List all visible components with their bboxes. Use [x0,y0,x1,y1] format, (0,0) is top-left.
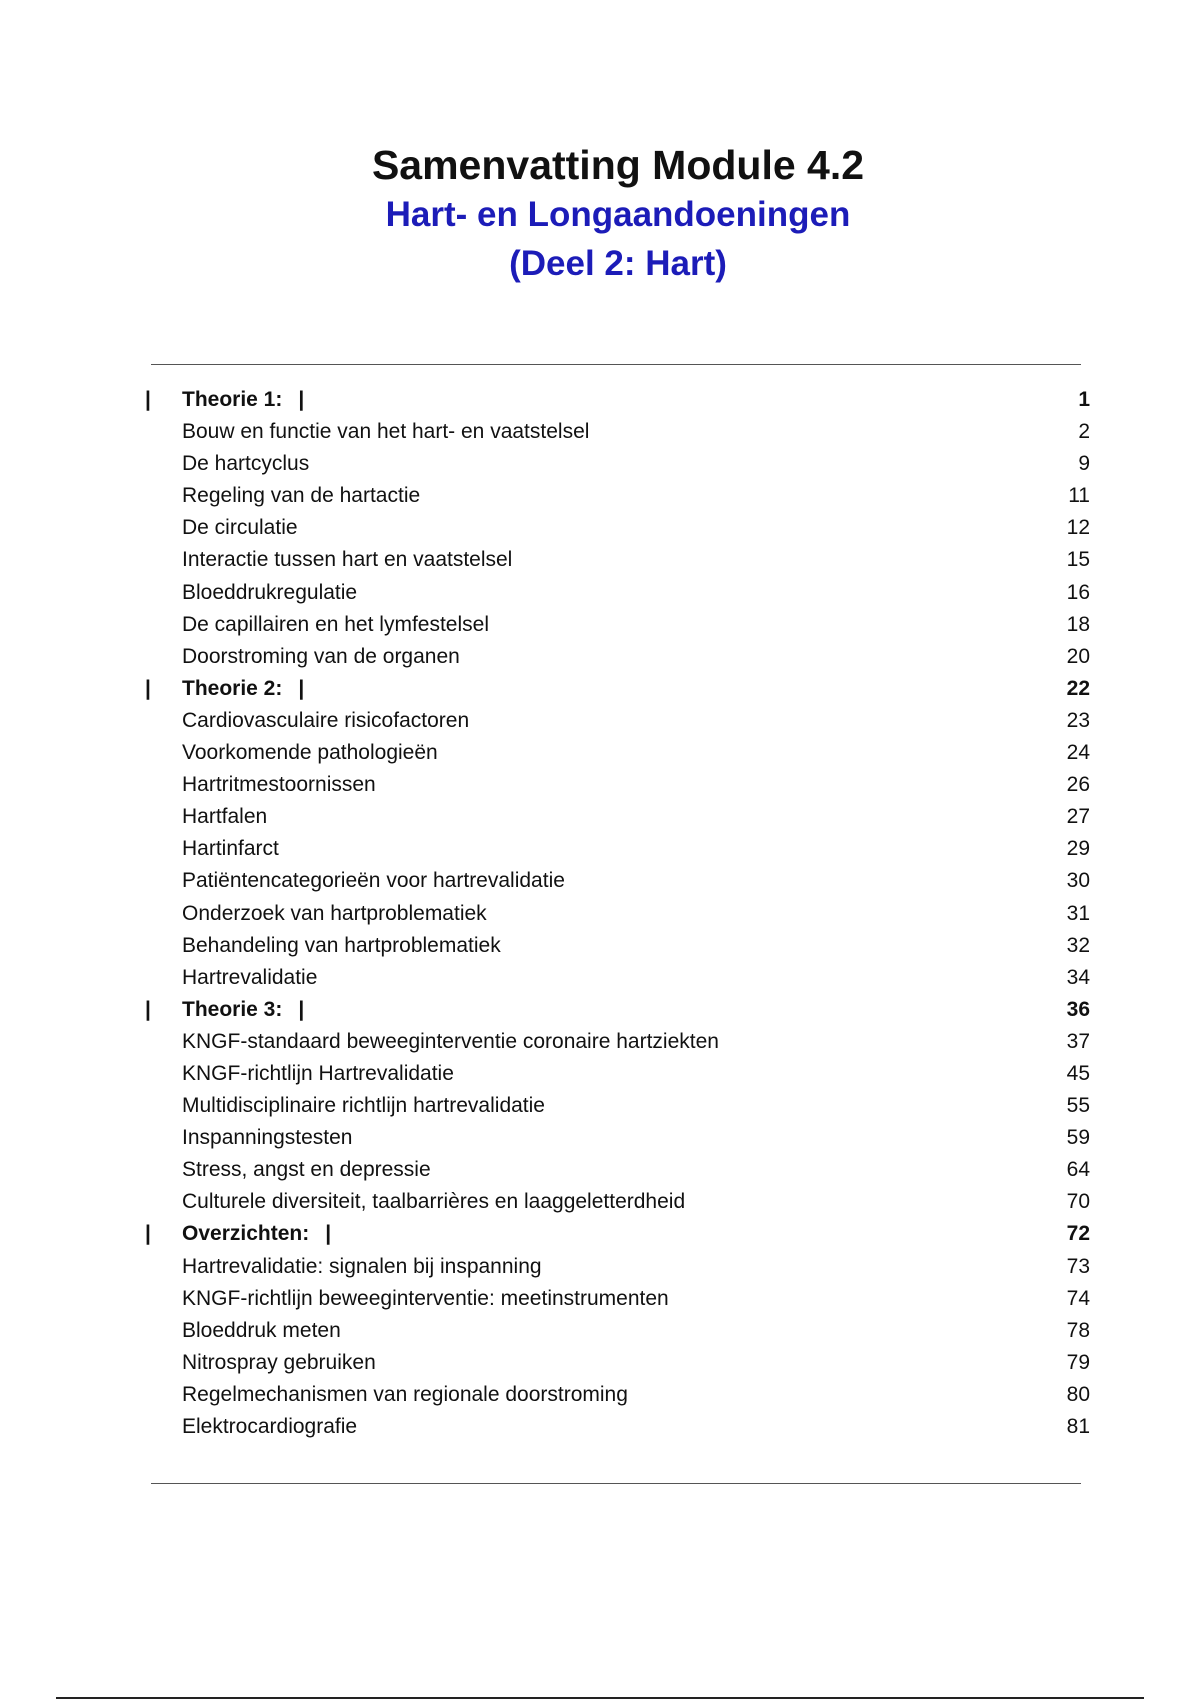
toc-entry-label [182,416,589,448]
toc-entry-label [182,1154,431,1186]
toc-label-text: Regelmechanismen van regionale doorstroming [182,1382,628,1406]
table-of-contents [140,384,1090,1443]
toc-label-text: Theorie 1: [182,388,283,411]
toc-page-number: 81 [1066,1415,1090,1438]
toc-entry-label [182,544,512,576]
toc-entry-label [182,962,317,994]
toc-section-marker-left: | [145,676,151,700]
toc-page-number: 72 [1066,1222,1090,1246]
toc-entry[interactable] [140,1411,1090,1443]
toc-entry-label [182,705,469,737]
toc-section-marker-right: | [325,1222,332,1246]
toc-page-number: 59 [1066,1126,1090,1150]
toc-page-number: 23 [1066,708,1090,732]
toc-label-text: Patiëntencategorieën voor hartrevalidatie [182,869,565,893]
toc-entry[interactable] [140,1251,1090,1283]
toc-page-number: 9 [1078,452,1090,476]
toc-page-number: 11 [1068,484,1090,508]
toc-page-number: 20 [1066,644,1090,668]
page-subtitle-part: (Deel 2: Hart) [509,244,727,283]
toc-entry[interactable] [140,737,1090,769]
toc-page-number: 34 [1066,965,1090,989]
toc-entry[interactable] [140,769,1090,801]
toc-label-text: Theorie 3: [182,997,283,1021]
toc-label-text: Inspanningstesten [182,1126,353,1150]
toc-entry[interactable] [140,1154,1090,1186]
toc-page-number: 80 [1066,1382,1090,1406]
toc-page-number: 37 [1066,1029,1090,1053]
toc-label-text: Overzichten: [182,1222,310,1246]
toc-label-text: Hartrevalidatie [182,965,318,989]
toc-entry-label [182,801,267,833]
toc-entry-label [182,1090,545,1122]
toc-page-number: 64 [1066,1158,1090,1182]
toc-label-text: Hartfalen [182,805,268,829]
toc-section-marker-right: | [298,997,305,1021]
toc-label-text: Doorstroming van de organen [182,644,460,668]
toc-page-number: 1 [1078,388,1090,411]
toc-entry-label [182,1347,376,1379]
toc-entry[interactable] [140,833,1090,865]
toc-page-number: 29 [1066,837,1090,861]
toc-label-text: Hartritmestoornissen [182,773,376,797]
toc-section-label [182,994,304,1026]
toc-entry-label [182,512,298,544]
toc-label-text: De capillairen en het lymfestelsel [182,612,489,636]
bottom-divider [151,1483,1081,1484]
toc-entry-label [182,1026,719,1058]
toc-page-number: 16 [1066,580,1090,604]
toc-entry-label [182,737,438,769]
toc-section-label [182,1218,331,1250]
toc-entry[interactable] [140,1122,1090,1154]
toc-entry[interactable] [140,705,1090,737]
toc-entry-label [182,865,565,897]
toc-label-text: Onderzoek van hartproblematiek [182,901,487,925]
toc-entry[interactable] [140,416,1090,448]
toc-page-number: 24 [1066,741,1090,765]
toc-entry-label [182,609,489,641]
toc-entry-label [182,480,420,512]
toc-entry[interactable] [140,930,1090,962]
toc-entry[interactable] [140,1058,1090,1090]
toc-page-number: 18 [1066,612,1090,636]
toc-entry[interactable] [140,480,1090,512]
toc-entry-label [182,1186,685,1218]
toc-entry-label [182,641,460,673]
toc-section-marker-right: | [298,676,305,700]
toc-page-number: 45 [1066,1061,1090,1085]
toc-page-number: 70 [1066,1190,1090,1214]
toc-label-text: KNGF-richtlijn beweeginterventie: meetinstrumenten [182,1286,669,1310]
toc-entry[interactable] [140,641,1090,673]
toc-label-text: Multidisciplinaire richtlijn hartrevalidatie [182,1094,545,1118]
toc-entry[interactable] [140,1379,1090,1411]
toc-entry[interactable] [140,865,1090,897]
toc-label-text: Voorkomende pathologieën [182,741,438,765]
toc-page-number: 22 [1066,676,1090,700]
toc-section-label [182,673,304,705]
toc-page-number: 74 [1066,1286,1090,1310]
toc-label-text: Bloeddruk meten [182,1318,341,1342]
toc-label-text: KNGF-standaard beweeginterventie coronaire hartziekten [182,1029,719,1053]
toc-page-number: 15 [1066,548,1090,572]
toc-section-heading[interactable] [140,994,1090,1026]
page-subtitle: Hart- en Longaandoeningen [385,195,851,234]
toc-page-number: 30 [1066,869,1090,893]
toc-entry[interactable] [140,962,1090,994]
top-divider [151,364,1081,365]
toc-section-marker-right: | [298,388,305,411]
toc-entry[interactable] [140,898,1090,930]
toc-page-number: 31 [1066,901,1090,925]
toc-section-marker-left: | [145,388,151,411]
toc-page-number: 36 [1066,997,1090,1021]
toc-page-number: 12 [1066,516,1090,540]
toc-entry[interactable] [140,1315,1090,1347]
toc-label-text: Hartinfarct [182,837,279,861]
toc-label-text: Regeling van de hartactie [182,484,421,508]
toc-label-text: Stress, angst en depressie [182,1158,431,1182]
toc-label-text: De hartcyclus [182,452,310,476]
toc-entry[interactable] [140,609,1090,641]
toc-page-number: 55 [1066,1094,1090,1118]
toc-entry[interactable] [140,448,1090,480]
toc-label-text: De circulatie [182,516,298,540]
toc-section-heading[interactable] [140,384,1090,416]
toc-entry[interactable] [140,1347,1090,1379]
toc-label-text: Bouw en functie van het hart- en vaatstelsel [182,420,590,444]
toc-section-heading[interactable] [140,1218,1090,1250]
toc-page-number: 79 [1066,1350,1090,1374]
toc-entry-label [182,833,279,865]
toc-label-text: Hartrevalidatie: signalen bij inspanning [182,1254,542,1278]
toc-entry-label [182,769,376,801]
toc-entry[interactable] [140,512,1090,544]
toc-label-text: Nitrospray gebruiken [182,1350,376,1374]
toc-entry[interactable] [140,1186,1090,1218]
page-footer-line [56,1697,1144,1699]
toc-entry-label [182,1411,357,1443]
toc-label-text: Theorie 2: [182,676,283,700]
toc-entry-label [182,1283,669,1315]
toc-section-label [182,384,304,416]
toc-entry[interactable] [140,801,1090,833]
toc-entry-label [182,1379,628,1411]
toc-page-number: 2 [1078,420,1090,444]
toc-entry-label [182,930,501,962]
toc-entry-label [182,1058,454,1090]
toc-label-text: Behandeling van hartproblematiek [182,933,501,957]
toc-label-text: Culturele diversiteit, taalbarrières en laaggeletterdheid [182,1190,686,1214]
toc-label-text: Interactie tussen hart en vaatstelsel [182,548,513,572]
toc-section-heading[interactable] [140,673,1090,705]
toc-entry[interactable] [140,1026,1090,1058]
toc-entry-label [182,898,487,930]
toc-page-number: 73 [1066,1254,1090,1278]
toc-page-number: 27 [1066,805,1090,829]
toc-entry-label [182,448,309,480]
toc-section-marker-left: | [145,1222,151,1246]
toc-page-number: 32 [1066,933,1090,957]
toc-page-number: 26 [1066,773,1090,797]
toc-entry[interactable] [140,577,1090,609]
toc-entry[interactable] [140,1090,1090,1122]
toc-label-text: KNGF-richtlijn Hartrevalidatie [182,1061,454,1085]
toc-entry-label [182,1251,542,1283]
toc-section-marker-left: | [145,997,151,1021]
toc-entry[interactable] [140,1283,1090,1315]
toc-entry-label [182,1122,352,1154]
toc-page-number: 78 [1066,1318,1090,1342]
document-header [0,140,1200,288]
toc-entry-label [182,577,357,609]
toc-label-text: Elektrocardiografie [182,1415,358,1438]
toc-entry[interactable] [140,544,1090,576]
toc-label-text: Cardiovasculaire risicofactoren [182,708,470,732]
toc-label-text: Bloeddrukregulatie [182,580,358,604]
page-title: Samenvatting Module 4.2 [371,142,865,188]
toc-entry-label [182,1315,341,1347]
